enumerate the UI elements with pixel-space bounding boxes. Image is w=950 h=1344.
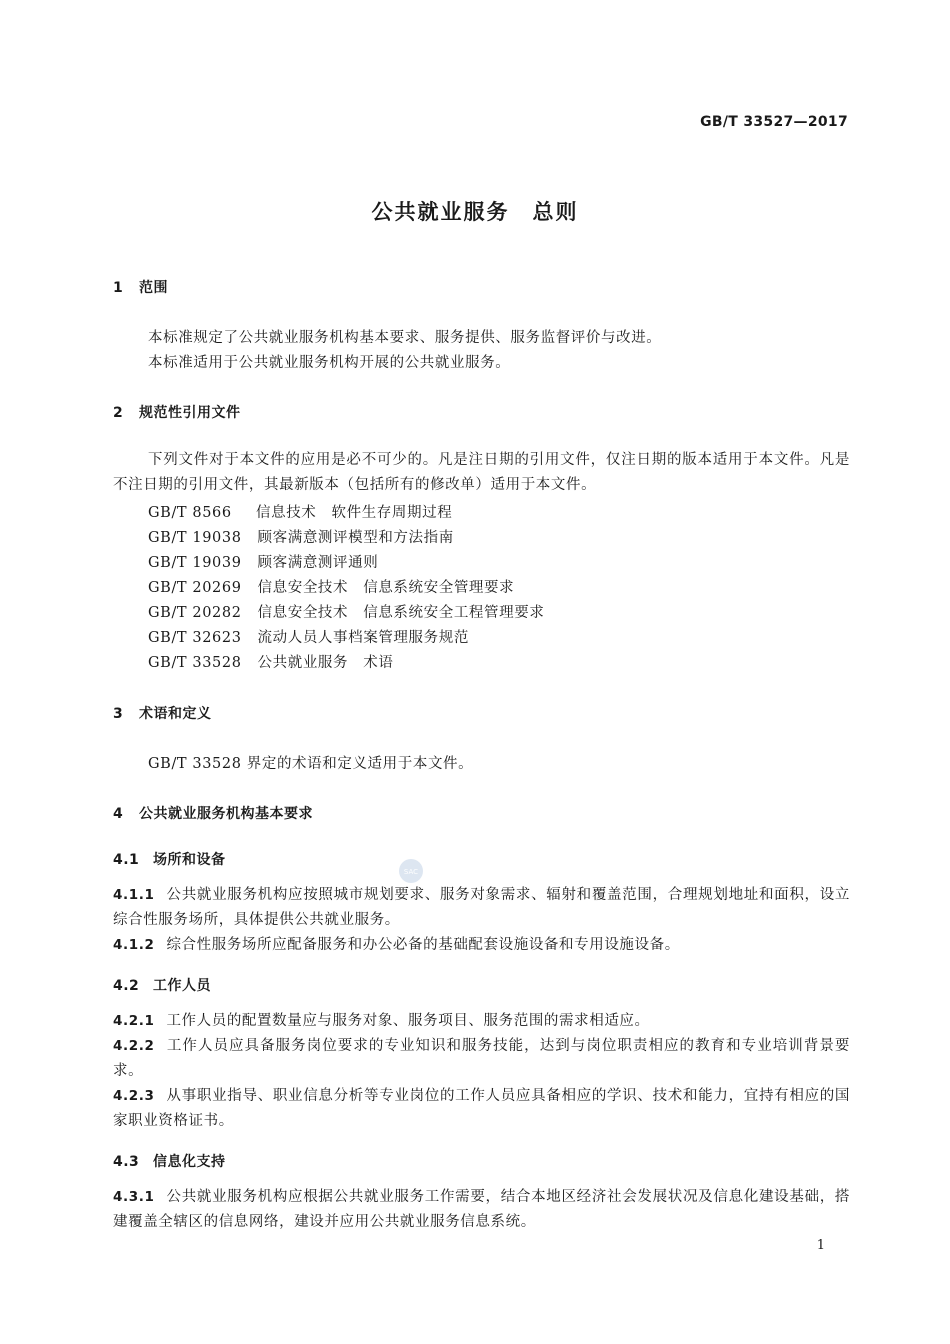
reference-item: [148, 601, 544, 622]
clause-text: 工作人员的配置数量应与服务对象、服务项目、服务范围的需求相适应。: [166, 1013, 650, 1029]
clause-number: 4.2.1: [113, 1013, 155, 1029]
clause-number: 4.2.2: [113, 1038, 155, 1054]
reference-code: GB/T 20282: [148, 605, 242, 621]
subsection-title: 场所和设备: [153, 852, 226, 868]
reference-code: GB/T 8566: [148, 505, 232, 521]
section-number: 4: [113, 806, 124, 822]
reference-code: GB/T 19038: [148, 530, 242, 546]
section-number: 3: [113, 706, 124, 722]
section-title: 规范性引用文件: [139, 405, 241, 421]
subsection-title: 信息化支持: [153, 1154, 226, 1170]
clause-number: 4.2.3: [113, 1088, 155, 1104]
section-4-heading: [113, 803, 313, 823]
section-number: 1: [113, 280, 124, 296]
clause-text: 综合性服务场所应配备服务和办公必备的基础配套设施设备和专用设施设备。: [166, 937, 680, 953]
reference-item: [148, 526, 454, 547]
document-title: 公共就业服务 总则: [371, 200, 579, 224]
reference-title: 信息安全技术 信息系统安全管理要求: [257, 580, 515, 596]
clause-4-1-2: [113, 933, 850, 958]
clause-4-1-1: [113, 883, 850, 933]
section-2-heading: [113, 402, 241, 422]
clause-text: 工作人员应具备服务岗位要求的专业知识和服务技能，达到与岗位职责相应的教育和专业培训背景要求。: [113, 1038, 850, 1079]
page-number: 1: [816, 1238, 825, 1253]
section-title: 术语和定义: [139, 706, 212, 722]
subsection-4-2-heading: [113, 975, 211, 995]
clause-4-2-3: [113, 1084, 850, 1134]
clause-4-2-2: [113, 1034, 850, 1084]
paragraph: 下列文件对于本文件的应用是必不可少的。凡是注日期的引用文件，仅注日期的版本适用于本文件。凡是不注日期的引用文件，其最新版本（包括所有的修改单）适用于本文件。: [113, 452, 850, 493]
subsection-4-1-heading: [113, 849, 226, 869]
reference-title: 公共就业服务 术语: [257, 655, 394, 671]
subsection-number: 4.3: [113, 1154, 140, 1170]
subsection-number: 4.1: [113, 852, 140, 868]
subsection-4-3-heading: [113, 1151, 226, 1171]
clause-number: 4.1.2: [113, 937, 155, 953]
reference-item: [148, 626, 469, 647]
reference-code: GB/T 20269: [148, 580, 242, 596]
sac-watermark-icon: [398, 858, 424, 884]
clause-4-3-1: [113, 1185, 850, 1235]
reference-code: GB/T 32623: [148, 630, 242, 646]
clause-text: 公共就业服务机构应根据公共就业服务工作需要，结合本地区经济社会发展状况及信息化建设基础，搭建覆盖全辖区的信息网络，建设并应用公共就业服务信息系统。: [113, 1189, 850, 1230]
reference-item: [148, 551, 378, 572]
reference-title: 顾客满意测评通则: [257, 555, 379, 571]
section-1-heading: [113, 277, 168, 297]
paragraph: 本标准适用于公共就业服务机构开展的公共就业服务。: [148, 355, 511, 371]
paragraph: 本标准规定了公共就业服务机构基本要求、服务提供、服务监督评价与改进。: [148, 330, 662, 346]
reference-item: [148, 651, 393, 672]
reference-title: 流动人员人事档案管理服务规范: [257, 630, 469, 646]
reference-code: GB/T 19039: [148, 555, 242, 571]
clause-text: 公共就业服务机构应按照城市规划要求、服务对象需求、辐射和覆盖范围，合理规划地址和面积，设立综合性服务场所，具体提供公共就业服务。: [113, 887, 850, 928]
subsection-title: 工作人员: [153, 978, 211, 994]
section-3-heading: [113, 703, 212, 723]
standard-code: GB/T 33527—2017: [700, 114, 848, 130]
reference-item: [148, 501, 452, 522]
clause-number: 4.3.1: [113, 1189, 155, 1205]
clause-text: 从事职业指导、职业信息分析等专业岗位的工作人员应具备相应的学识、技术和能力，宜持有相应的国家职业资格证书。: [113, 1088, 850, 1129]
clause-4-2-1: [113, 1009, 850, 1034]
reference-code: GB/T 33528: [148, 655, 242, 671]
reference-title: 信息技术 软件生存周期过程: [256, 505, 453, 521]
paragraph: GB/T 33528 界定的术语和定义适用于本文件。: [148, 756, 474, 772]
reference-title: 信息安全技术 信息系统安全工程管理要求: [257, 605, 545, 621]
svg-text:SAC: SAC: [403, 868, 419, 876]
subsection-number: 4.2: [113, 978, 140, 994]
clause-number: 4.1.1: [113, 887, 155, 903]
section-title: 公共就业服务机构基本要求: [139, 806, 313, 822]
section-number: 2: [113, 405, 124, 421]
section-title: 范围: [139, 280, 168, 296]
reference-title: 顾客满意测评模型和方法指南: [257, 530, 454, 546]
reference-item: [148, 576, 514, 597]
